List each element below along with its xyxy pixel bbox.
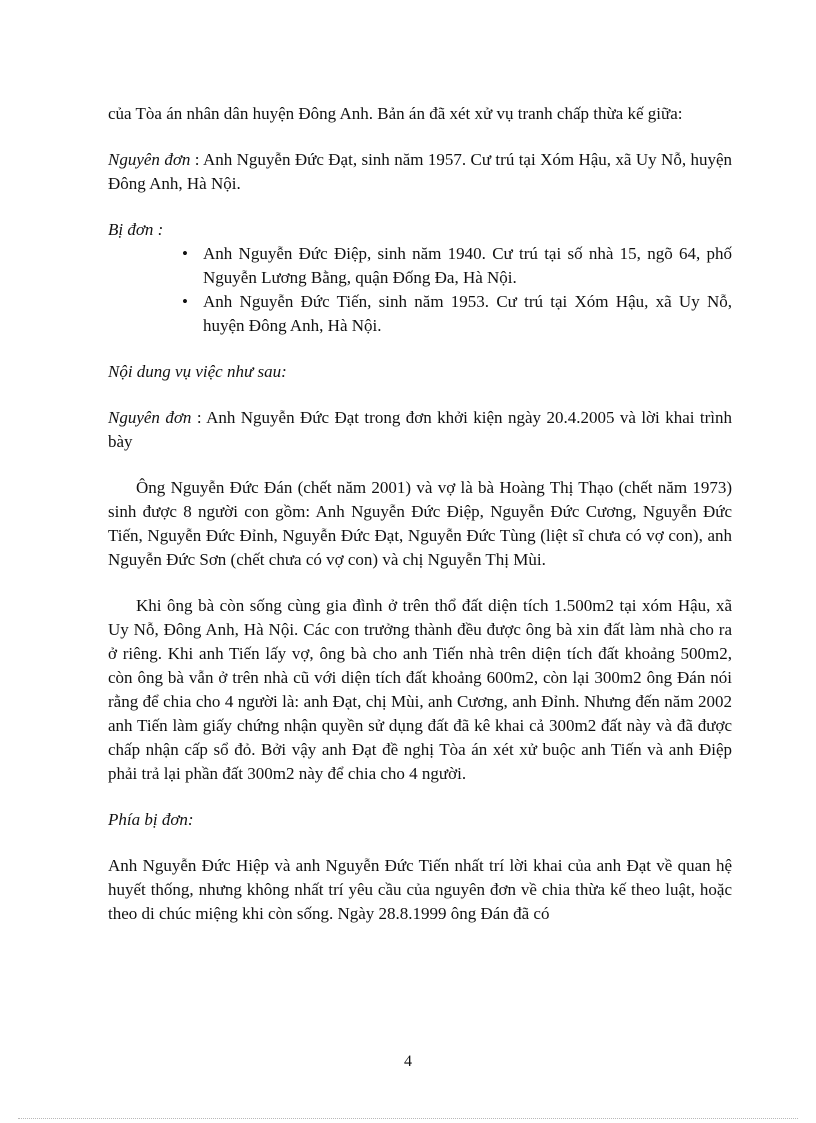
case-heading: Nội dung vụ việc như sau:	[108, 362, 287, 381]
plaintiff-claim-label: Nguyên đơn	[108, 408, 192, 427]
plaintiff-claim-paragraph	[108, 406, 732, 454]
page-number: 4	[404, 1053, 412, 1070]
intro-paragraph: của Tòa án nhân dân huyện Đông Anh. Bản án đã xét xử vụ tranh chấp thừa kế giữa:	[108, 104, 683, 123]
page-body	[108, 102, 732, 926]
defendants-label: Bị đơn :	[108, 220, 164, 239]
plaintiff-claim-text: : Anh Nguyễn Đức Đạt trong đơn khởi kiện ngày 20.4.2005 và lời khai trình bày	[108, 408, 732, 451]
list-item	[182, 290, 732, 338]
defendants-list	[108, 242, 732, 338]
bullet-dot-icon: •	[182, 292, 188, 311]
bullet-dot-icon: •	[182, 244, 188, 263]
plaintiff-label: Nguyên đơn	[108, 150, 191, 169]
defendant-side-heading: Phía bị đơn:	[108, 810, 194, 829]
defendant-1-text: Anh Nguyễn Đức Điệp, sinh năm 1940. Cư trú tại số nhà 15, ngõ 64, phố Nguyễn Lương Bằng, quận Đống Đa, Hà Nội.	[203, 244, 732, 287]
land-paragraph: Khi ông bà còn sống cùng gia đình ở trên thổ đất diện tích 1.500m2 tại xóm Hậu, xã Uy Nỗ, Đông Anh, Hà Nội. Các con trưởng thành đều được ông bà xin đất làm nhà cho ra ở riêng. Khi anh Tiến lấy vợ, ông bà cho anh Tiến nhà trên diện tích đất khoảng 500m2, còn ông bà vẫn ở trên nhà cũ với diện tích đất khoảng 600m2, còn lại 300m2 ông Đán nói rằng để chia cho 4 người là: anh Đạt, chị Mùi, anh Cương, anh Đỉnh. Nhưng đến năm 2002 anh Tiến làm giấy chứng nhận quyền sử dụng đất đã kê khai cả 300m2 đất này và đã được chấp nhận cấp sổ đỏ. Bởi vậy anh Đạt đề nghị Tòa án xét xử buộc anh Tiến và anh Điệp phải trả lại phần đất 300m2 này để chia cho 4 người.	[108, 596, 732, 783]
defendant-2-text: Anh Nguyễn Đức Tiến, sinh năm 1953. Cư trú tại Xóm Hậu, xã Uy Nỗ, huyện Đông Anh, Hà Nội.	[203, 292, 732, 335]
footer-divider	[18, 1118, 798, 1119]
plaintiff-text: : Anh Nguyễn Đức Đạt, sinh năm 1957. Cư trú tại Xóm Hậu, xã Uy Nỗ, huyện Đông Anh, Hà Nội.	[108, 150, 733, 193]
list-item	[182, 242, 732, 290]
plaintiff-paragraph	[108, 148, 732, 196]
family-paragraph: Ông Nguyễn Đức Đán (chết năm 2001) và vợ là bà Hoàng Thị Thạo (chết năm 1973) sinh được 8 người con gồm: Anh Nguyễn Đức Điệp, Nguyễn Đức Cương, Nguyễn Đức Tiến, Nguyễn Đức Đỉnh, Nguyễn Đức Đạt, Nguyễn Đức Tùng (liệt sĩ chưa có vợ con), anh Nguyễn Đức Sơn (chết chưa có vợ con) và chị Nguyễn Thị Mùi.	[108, 478, 732, 569]
defense-paragraph: Anh Nguyễn Đức Hiệp và anh Nguyễn Đức Tiến nhất trí lời khai của anh Đạt về quan hệ huyết thống, nhưng không nhất trí yêu cầu của nguyên đơn về chia thừa kế theo luật, hoặc theo di chúc miệng khi còn sống. Ngày 28.8.1999 ông Đán đã có	[108, 856, 732, 923]
